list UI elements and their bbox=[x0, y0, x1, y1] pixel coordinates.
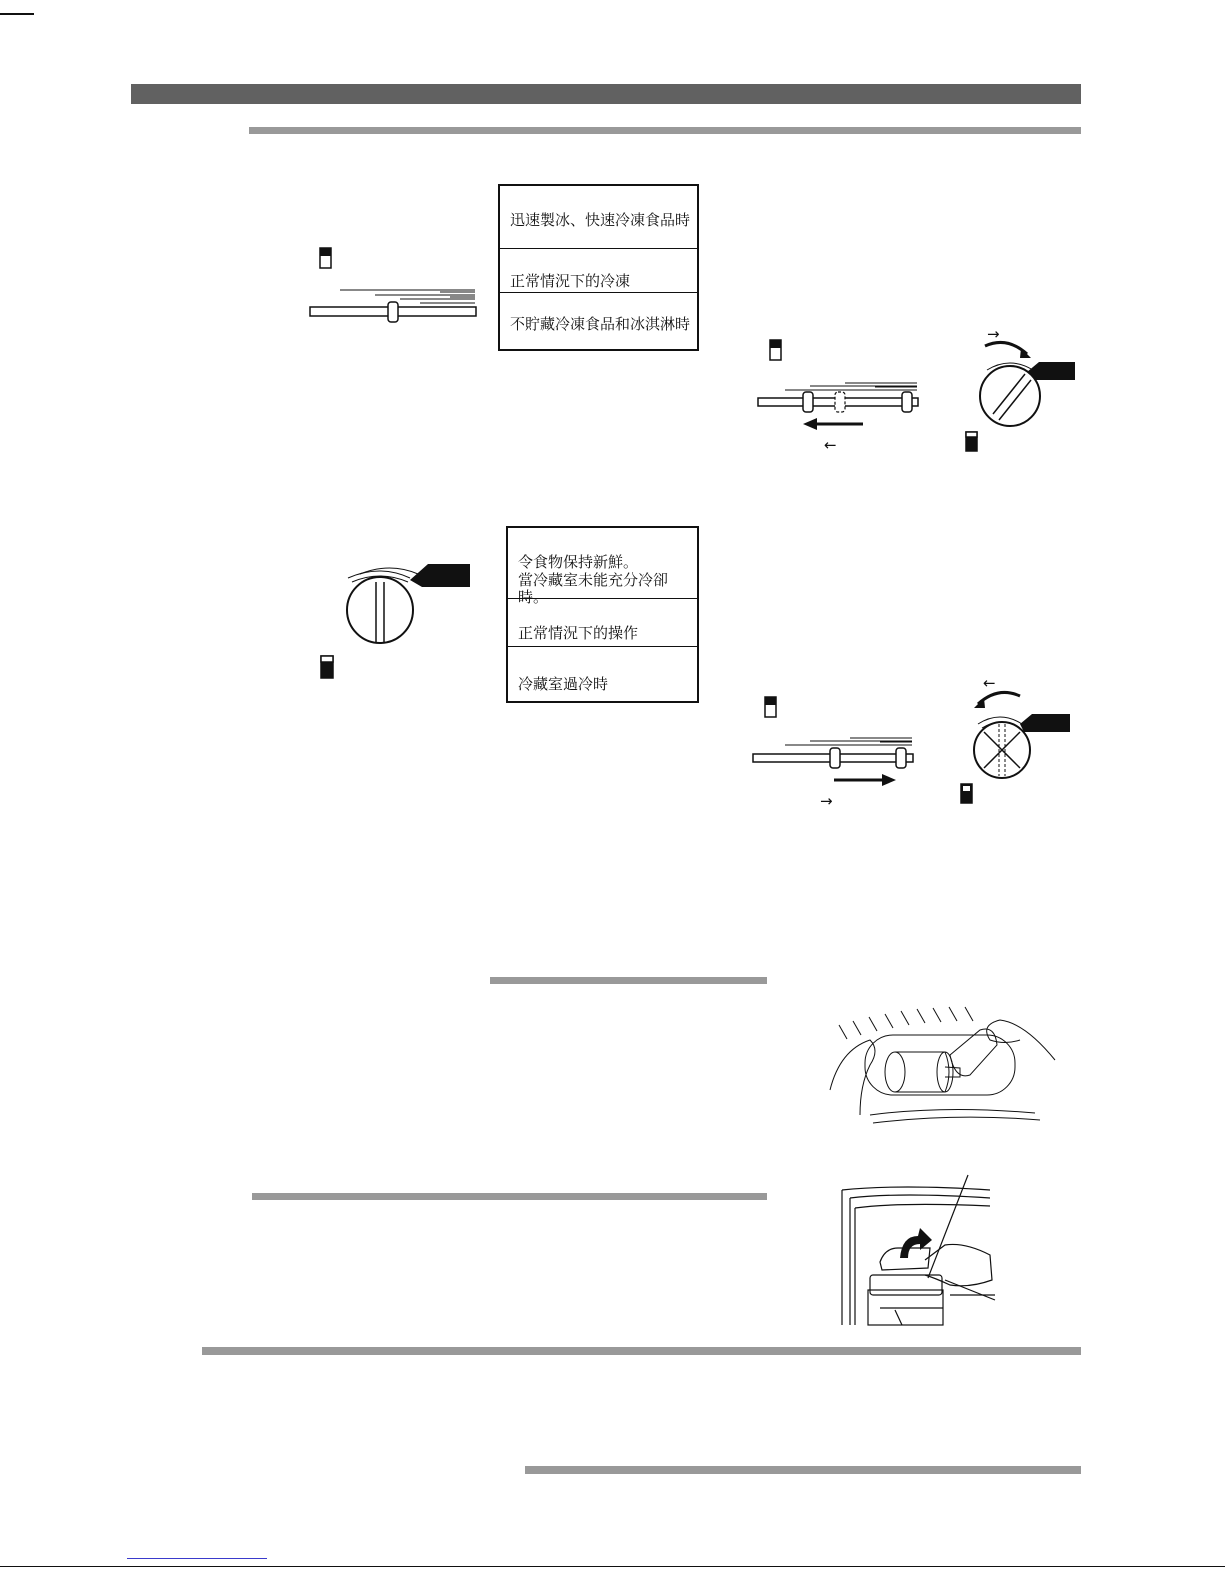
header-bar bbox=[131, 84, 1081, 104]
fridge-row-2: 當冷藏室未能充分冷卻時。 bbox=[518, 571, 669, 606]
freezer-row-3: 不貯藏冷凍食品和冰淇淋時 bbox=[500, 292, 697, 350]
section-rule-middle bbox=[490, 977, 767, 984]
dial-icon bbox=[980, 366, 1040, 426]
freezer-row-2: 正常情況下的冷凍 bbox=[500, 248, 697, 292]
rotate-left-arrow-label: ← bbox=[983, 674, 996, 692]
freezer-row-1: 迅速製冰、快速冷凍食品時 bbox=[510, 211, 691, 229]
footer-link-underline bbox=[127, 1558, 267, 1559]
section-rule-lower bbox=[252, 1193, 767, 1200]
adjust-colder-diagram bbox=[755, 338, 1085, 458]
container-illustration bbox=[840, 1170, 1000, 1330]
freezer-slider-diagram bbox=[300, 240, 485, 330]
dial-icon bbox=[347, 577, 413, 643]
corner-rule bbox=[0, 13, 34, 15]
footer-rule bbox=[0, 1566, 1225, 1567]
fridge-row-1: 令食物保持新鮮。 bbox=[518, 553, 639, 571]
section-rule-top bbox=[249, 127, 1081, 134]
freezer-setting-table bbox=[498, 184, 699, 351]
slide-left-arrow-label: ← bbox=[824, 436, 837, 454]
rotate-right-arrow-label: → bbox=[987, 325, 1000, 343]
fridge-row-3: 正常情況下的操作 bbox=[508, 598, 697, 646]
fridge-dial-diagram bbox=[310, 560, 475, 685]
fridge-row-4: 冷藏室過冷時 bbox=[508, 646, 697, 702]
section-rule-footer bbox=[525, 1466, 1081, 1474]
fridge-setting-table bbox=[506, 526, 699, 703]
slide-right-arrow-label: → bbox=[820, 792, 833, 810]
section-rule-bottom bbox=[202, 1347, 1081, 1355]
bottle-rack-illustration bbox=[825, 1005, 1060, 1130]
adjust-warmer-diagram bbox=[750, 688, 1080, 808]
